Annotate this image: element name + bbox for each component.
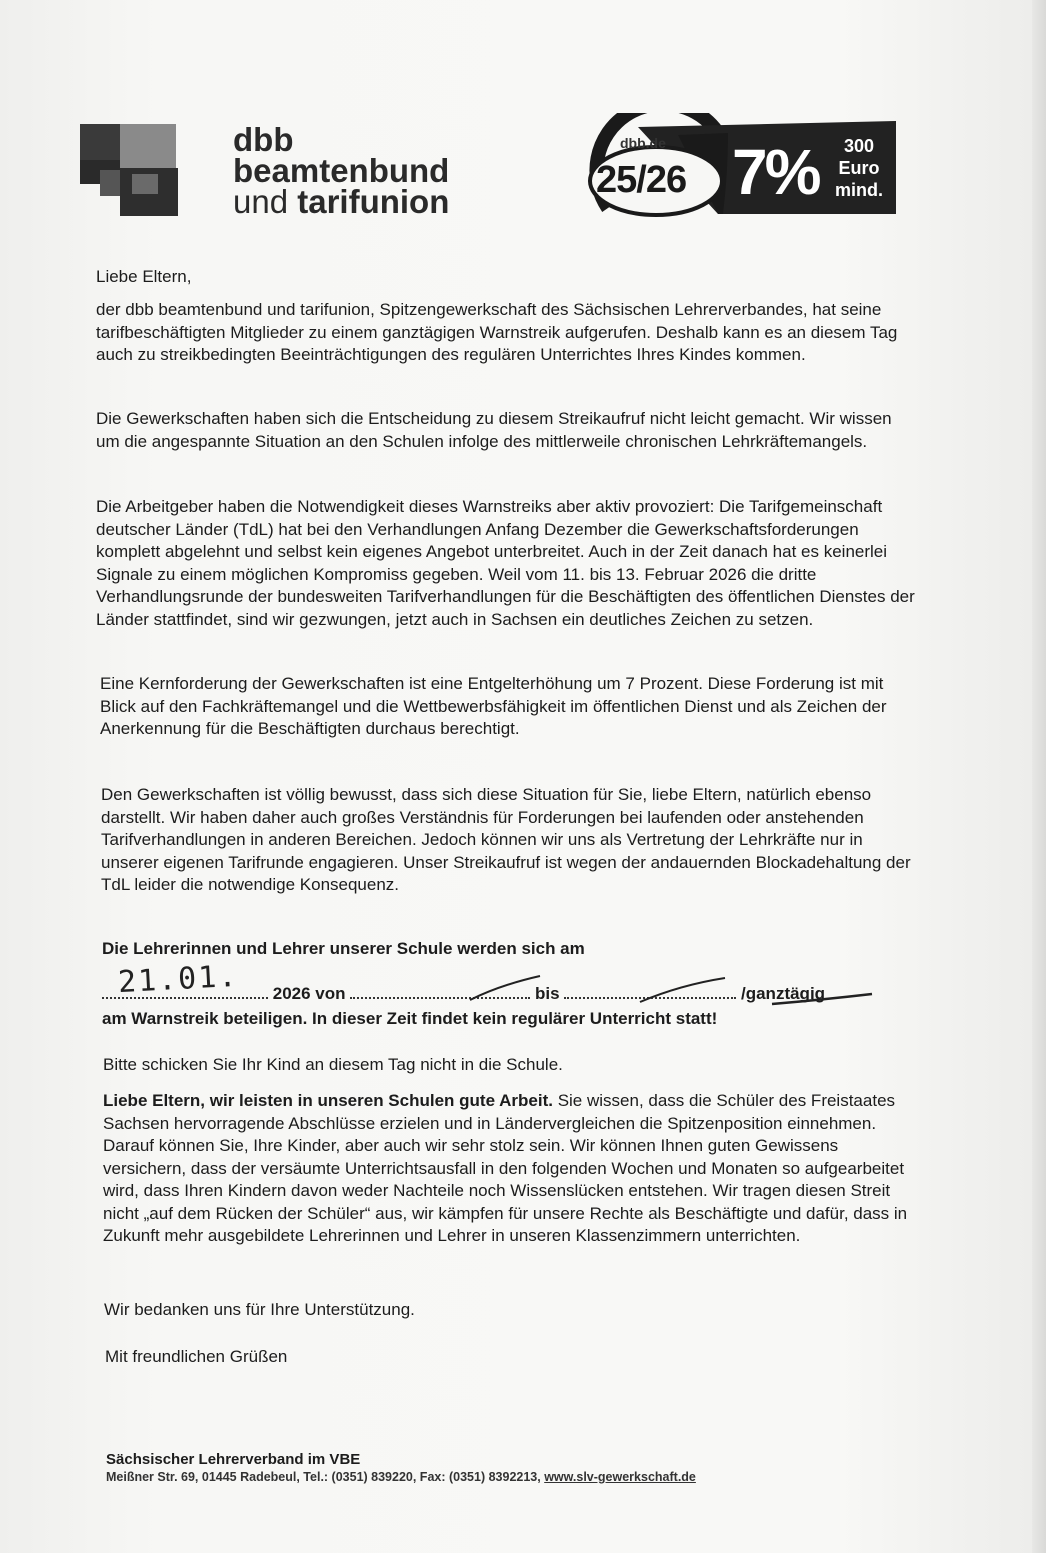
paragraph-4: Eine Kernforderung der Gewerkschaften ist eine Entgelterhöhung um 7 Prozent. Diese Forderung ist mit Blick auf den Fachkräftemangel und die Wettbewerbsfähigkeit im öffentlichen Dienst und als Zeichen der Anerkennung für die Beschäftigten durchaus berechtigt. <box>100 674 887 738</box>
badge-year: 25/26 <box>596 159 687 201</box>
from-time-dots <box>350 997 530 999</box>
logo-line-dbb: dbb <box>233 121 294 158</box>
until-label: bis <box>534 984 560 1003</box>
dbb-logo-wordmark <box>233 121 493 220</box>
footer-address: Meißner Str. 69, 01445 Radebeul, Tel.: (0351) 839220, Fax: (0351) 8392213, <box>106 1470 545 1484</box>
strike-date-line <box>102 984 922 1004</box>
regards-line: Mit freundlichen Grüßen <box>105 1347 288 1366</box>
allday-label: /ganztägig <box>741 984 826 1003</box>
closing-paragraph <box>103 1090 923 1248</box>
strike-outro: am Warnstreik beteiligen. In dieser Zeit findet kein regulärer Unterricht statt! <box>102 1009 718 1028</box>
badge-sub-euro: Euro <box>838 158 880 178</box>
closing-rest: Sie wissen, dass die Schüler des Freistaates Sachsen hervorragende Abschlüsse erzielen und in Ländervergleichen die Spitzenposition einnehmen. Darauf können Sie, Ihre Kinder, aber auch wir sehr stolz sein. Wir können Ihnen guten Gewissens versichern, dass der versäumte Unterrichtsausfall in den folgenden Wochen und Monaten so aufgearbeitet wird, dass Ihren Kindern davon weder Nachteile noch Wissenslücken entstehen. Wir tragen diesen Streit nicht „auf dem Rücken der Schüler“ aus, wir kämpfen für unsere Rechte als Beschäftigte und dafür, dass in Zukunft mehr ausgebildete Lehrerinnen und Lehrer in unseren Klassenzimmern unterrichten. <box>103 1091 908 1245</box>
request-line: Bitte schicken Sie Ihr Kind an diesem Tag nicht in die Schule. <box>103 1055 563 1074</box>
badge-sub-mind: mind. <box>835 180 883 200</box>
year-from-label: 2026 von <box>272 984 346 1003</box>
logo-line-tarifunion <box>233 183 493 220</box>
paragraph-2: Die Gewerkschaften haben sich die Entscheidung zu diesem Streikaufruf nicht leicht gemacht. Wir wissen um die angespannte Situation an den Schulen infolge des mittlerweile chronischen Lehrkräftemangels. <box>96 409 892 451</box>
badge-sub-300: 300 <box>843 136 875 156</box>
date-dots <box>102 997 268 999</box>
paragraph-1: der dbb beamtenbund und tarifunion, Spitzengewerkschaft des Sächsischen Lehrerverbandes, hat seine tarifbeschäftigten Mitglieder zu einem ganztägigen Warnstreik aufgerufen. Deshalb kann es an diesem Tag auch zu streikbedingten Beeinträchtigungen des regulären Unterrichtes Ihres Kindes kommen. <box>96 300 898 364</box>
strike-intro: Die Lehrerinnen und Lehrer unserer Schule werden sich am <box>102 939 585 958</box>
badge-subtext <box>828 135 890 201</box>
logo-word-tarifunion: tarifunion <box>297 183 450 220</box>
salutation: Liebe Eltern, <box>96 267 192 286</box>
until-time-dots <box>564 997 736 999</box>
handwritten-date: 21.01. <box>117 958 240 1001</box>
closing-bold: Liebe Eltern, wir leisten in unseren Schulen gute Arbeit. <box>103 1091 553 1110</box>
badge-percent: 7% <box>732 136 819 208</box>
thanks-line: Wir bedanken uns für Ihre Unterstützung. <box>104 1300 415 1319</box>
footer-address-line <box>106 1470 696 1484</box>
footer-website-link[interactable]: www.slv-gewerkschaft.de <box>544 1470 696 1484</box>
paragraph-5: Den Gewerkschaften ist völlig bewusst, dass sich diese Situation für Sie, liebe Eltern, natürlich ebenso darstellt. Wir haben daher auch großes Verständnis für Forderungen bei laufenden oder anstehenden Tarifverhandlungen in anderen Bereichen. Jedoch können wir uns als Vertretung der Lehrkräfte nur in unserer eigenen Tarifrunde engagieren. Unser Streikaufruf ist wegen der andauernden Blockadehaltung der TdL leider die notwendige Konsequenz. <box>101 785 911 894</box>
footer-organization: Sächsischer Lehrerverband im VBE <box>106 1451 361 1468</box>
dbb-logo-mark <box>80 124 180 216</box>
paragraph-3: Die Arbeitgeber haben die Notwendigkeit dieses Warnstreiks aber aktiv provoziert: Die Tarifgemeinschaft deutscher Länder (TdL) hat bei den Verhandlungen Anfang Dezember die Gewerkschaftsforderungen komplett abgelehnt und selbst kein eigenes Angebot unterbreitet. Auch in der Zeit danach hat es keinerlei Signale zu einem möglichen Kompromiss gegeben. Weil vom 11. bis 13. Februar 2026 die dritte Verhandlungsrunde der bundesweiten Tarifverhandlungen für die Beschäftigten des öffentlichen Dienstes der Länder stattfindet, sind wir gezwungen, jetzt auch in Sachsen ein deutliches Zeichen zu setzen. <box>96 497 915 629</box>
campaign-badge <box>578 113 898 217</box>
logo-line-beamtenbund: beamtenbund <box>233 152 450 189</box>
paper-edge-shadow <box>1032 0 1046 1553</box>
logo-word-und: und <box>233 183 289 220</box>
badge-website: dbb.de <box>620 135 666 151</box>
